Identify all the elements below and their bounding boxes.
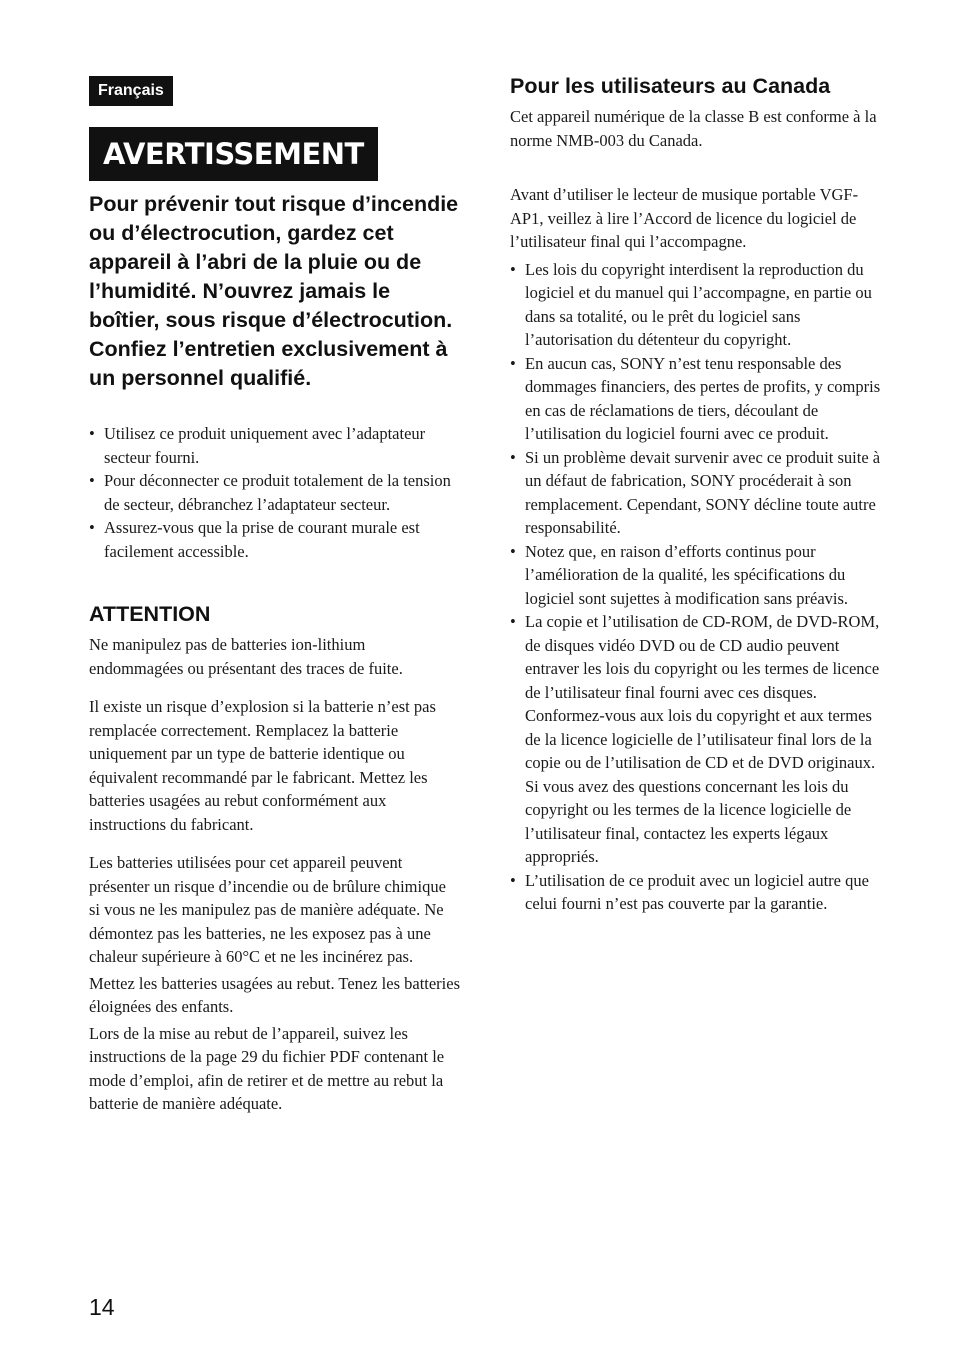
attention-paragraph: Il existe un risque d’explosion si la batterie n’est pas remplacée correctement. Remplacez la batterie uniquement par un type de batterie identique ou équivalent recommandé par le fabricant. Mettez les batteries usagées au rebut conformément aux instructions du fabricant. bbox=[89, 697, 436, 834]
language-tab: Français bbox=[89, 76, 173, 106]
bullet-icon: • bbox=[89, 424, 95, 443]
bullet-icon: • bbox=[510, 612, 516, 631]
list-item: • Assurez-vous que la prise de courant murale est facilement accessible. bbox=[89, 518, 420, 561]
attention-paragraph: Mettez les batteries usagées au rebut. Tenez les batteries éloignées des enfants. bbox=[89, 973, 461, 1016]
list-item: • La copie et l’utilisation de CD-ROM, de DVD-ROM, de disques vidéo DVD ou de CD audio peuvent entraver les lois du copyright ou les termes de licence de l’utilisateur final fourni avec ces disques. Conformez-vous aux lois du copyright et aux termes de la licence logicielle de l’utilisateur final lors de la copie ou de l’utilisation de CD et de DVD originaux. Si vous avez des questions concernant les lois du copyright ou les termes de la licence logicielle de l’utilisateur final, contactez les experts légaux appropriés. bbox=[510, 612, 880, 866]
page-number: 14 bbox=[89, 1294, 115, 1320]
list-item: • Les lois du copyright interdisent la reproduction du logiciel et du manuel qui l’accompagne, en partie ou dans sa totalité, ou le prêt du logiciel sans l’autorisation du détenteur du copyright. bbox=[510, 259, 872, 349]
safety-bullet-list bbox=[89, 422, 461, 563]
bullet-icon: • bbox=[510, 541, 516, 561]
left-column bbox=[89, 76, 461, 1116]
attention-paragraph: Lors de la mise au rebut de l’appareil, suivez les instructions de la page 29 du fichier PDF contenant le mode d’emploi, afin de retirer et de mettre au rebut la batterie de manière adéquate. bbox=[89, 1023, 445, 1113]
attention-paragraph: Les batteries utilisées pour cet appareil peuvent présenter un risque d’incendie ou de brûlure chimique si vous ne les manipulez pas de manière adéquate. Ne démontez pas les batteries, ne les exposez pas à une chaleur supérieure à 60°C et ne les incinérez pas. bbox=[89, 853, 446, 966]
bullet-icon: • bbox=[510, 259, 516, 279]
attention-heading: ATTENTION bbox=[89, 602, 211, 626]
license-bullet-list bbox=[510, 258, 884, 916]
bullet-icon: • bbox=[510, 353, 516, 373]
attention-paragraph: Ne manipulez pas de batteries ion-lithium endommagées ou présentant des traces de fuite. bbox=[89, 635, 403, 678]
bullet-icon: • bbox=[510, 447, 516, 467]
right-column bbox=[510, 72, 884, 916]
warning-title: AVERTISSEMENT bbox=[89, 127, 378, 181]
bullet-icon: • bbox=[510, 870, 516, 890]
canada-text: Cet appareil numérique de la classe B est conforme à la norme NMB-003 du Canada. bbox=[510, 107, 877, 150]
license-intro: Avant d’utiliser le lecteur de musique portable VGF-AP1, veillez à lire l’Accord de licence du logiciel de l’utilisateur final qui l’accompagne. bbox=[510, 185, 859, 251]
bullet-icon: • bbox=[89, 518, 95, 537]
list-item: • Notez que, en raison d’efforts continus pour l’amélioration de la qualité, les spécifications du logiciel sont sujettes à modification sans préavis. bbox=[510, 541, 849, 608]
list-item: • En aucun cas, SONY n’est tenu responsable des dommages financiers, des pertes de profits, y compris en cas de réclamations de tiers, découlant de l’utilisation du logiciel fourni avec ce produit. bbox=[510, 353, 881, 443]
list-item: • L’utilisation de ce produit avec un logiciel autre que celui fourni n’est pas couverte par la garantie. bbox=[510, 870, 869, 913]
warning-text: Pour prévenir tout risque d’incendie ou d’électrocution, gardez cet appareil à l’abri de la pluie ou de l’humidité. N’ouvrez jamais le boîtier, sous risque d’électrocution. Confiez l’entretien exclusivement à un personnel qualifié. bbox=[89, 192, 459, 390]
bullet-icon: • bbox=[89, 471, 95, 490]
list-item: • Utilisez ce produit uniquement avec l’adaptateur secteur fourni. bbox=[89, 424, 426, 467]
list-item: • Pour déconnecter ce produit totalement de la tension de secteur, débranchez l’adaptateur secteur. bbox=[89, 471, 451, 514]
list-item: • Si un problème devait survenir avec ce produit suite à un défaut de fabrication, SONY procéderait à son remplacement. Cependant, SONY décline toute autre responsabilité. bbox=[510, 447, 881, 537]
canada-heading: Pour les utilisateurs au Canada bbox=[510, 74, 831, 98]
